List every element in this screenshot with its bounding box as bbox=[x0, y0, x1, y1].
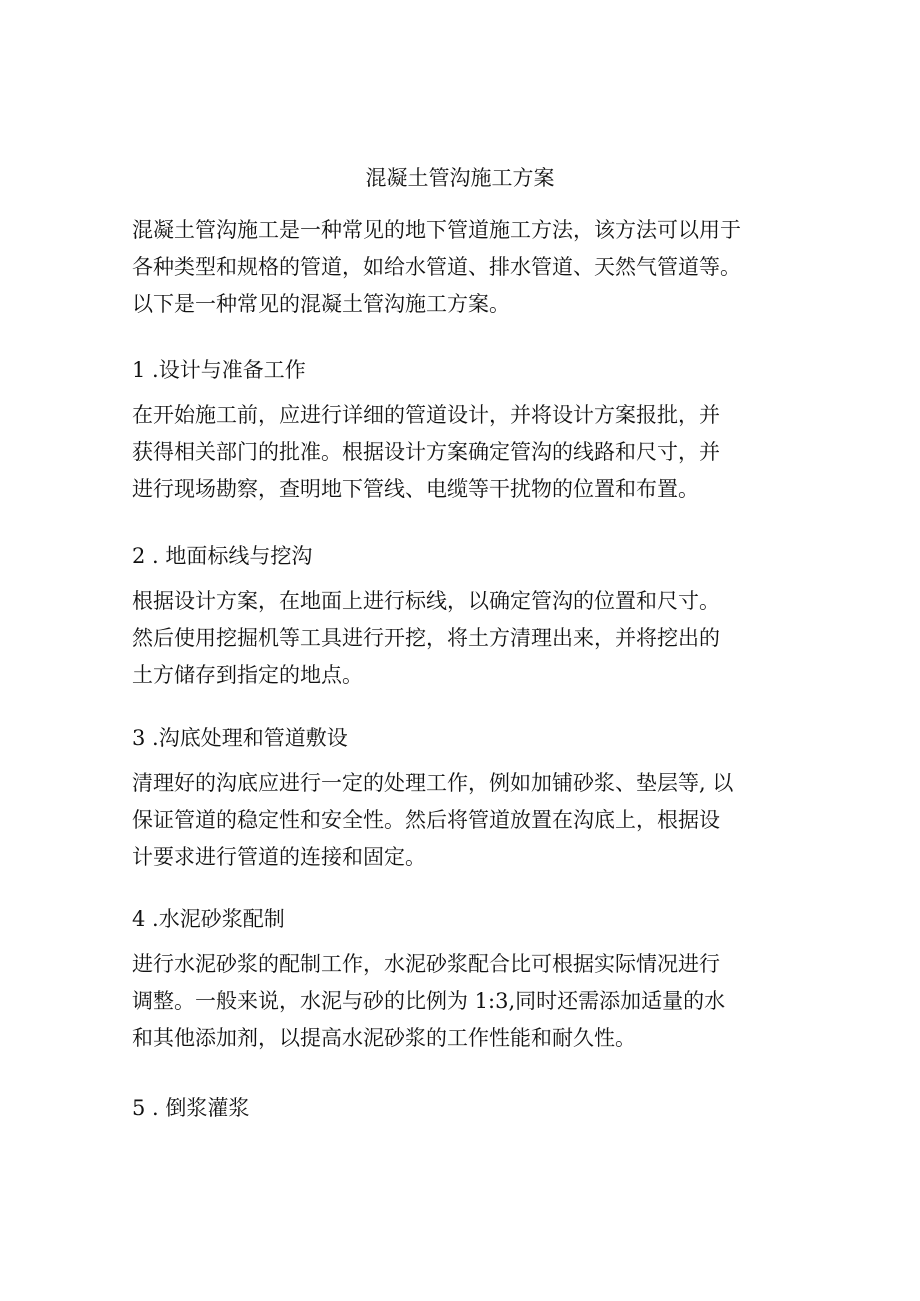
section-heading: 2 . 地面标线与挖沟 bbox=[132, 544, 313, 568]
paragraph-line: 混凝土管沟施工是一种常见的地下管道施工方法，该方法可以用于 bbox=[132, 218, 741, 242]
intro-paragraph bbox=[132, 212, 822, 323]
section-paragraph bbox=[132, 765, 822, 876]
paragraph-line: 土方储存到指定的地点。 bbox=[132, 663, 363, 687]
paragraph-line: 调整。一般来说，水泥与砂的比例为 1:3,同时还需添加适量的水 bbox=[132, 989, 726, 1013]
section-paragraph bbox=[132, 583, 822, 694]
section-heading: 5 . 倒浆灌浆 bbox=[132, 1096, 250, 1120]
paragraph-line: 以下是一种常见的混凝土管沟施工方案。 bbox=[132, 292, 510, 316]
section-paragraph bbox=[132, 946, 822, 1057]
paragraph-line: 进行现场勘察，查明地下管线、电缆等干扰物的位置和布置。 bbox=[132, 477, 699, 501]
paragraph-line: 和其他添加剂，以提高水泥砂浆的工作性能和耐久性。 bbox=[132, 1026, 636, 1050]
paragraph-line: 根据设计方案，在地面上进行标线，以确定管沟的位置和尺寸。 bbox=[132, 589, 720, 613]
section-paragraph bbox=[132, 397, 822, 508]
paragraph-line: 进行水泥砂浆的配制工作，水泥砂浆配合比可根据实际情况进行 bbox=[132, 952, 720, 976]
document-title: 混凝土管沟施工方案 bbox=[365, 166, 555, 190]
section-heading: 4 .水泥砂浆配制 bbox=[132, 907, 285, 931]
paragraph-line: 清理好的沟底应进行一定的处理工作，例如加铺砂浆、垫层等, 以 bbox=[132, 771, 734, 795]
section-heading: 1 .设计与准备工作 bbox=[132, 358, 306, 382]
paragraph-line: 各种类型和规格的管道，如给水管道、排水管道、天然气管道等。 bbox=[132, 255, 741, 279]
paragraph-line: 计要求进行管道的连接和固定。 bbox=[132, 845, 426, 869]
section-heading: 3 .沟底处理和管道敷设 bbox=[132, 726, 348, 750]
paragraph-line: 然后使用挖掘机等工具进行开挖，将土方清理出来，并将挖出的 bbox=[132, 626, 720, 650]
paragraph-line: 保证管道的稳定性和安全性。然后将管道放置在沟底上，根据设 bbox=[132, 808, 720, 832]
paragraph-line: 在开始施工前，应进行详细的管道设计，并将设计方案报批，并 bbox=[132, 403, 720, 427]
paragraph-line: 获得相关部门的批准。根据设计方案确定管沟的线路和尺寸，并 bbox=[132, 440, 720, 464]
